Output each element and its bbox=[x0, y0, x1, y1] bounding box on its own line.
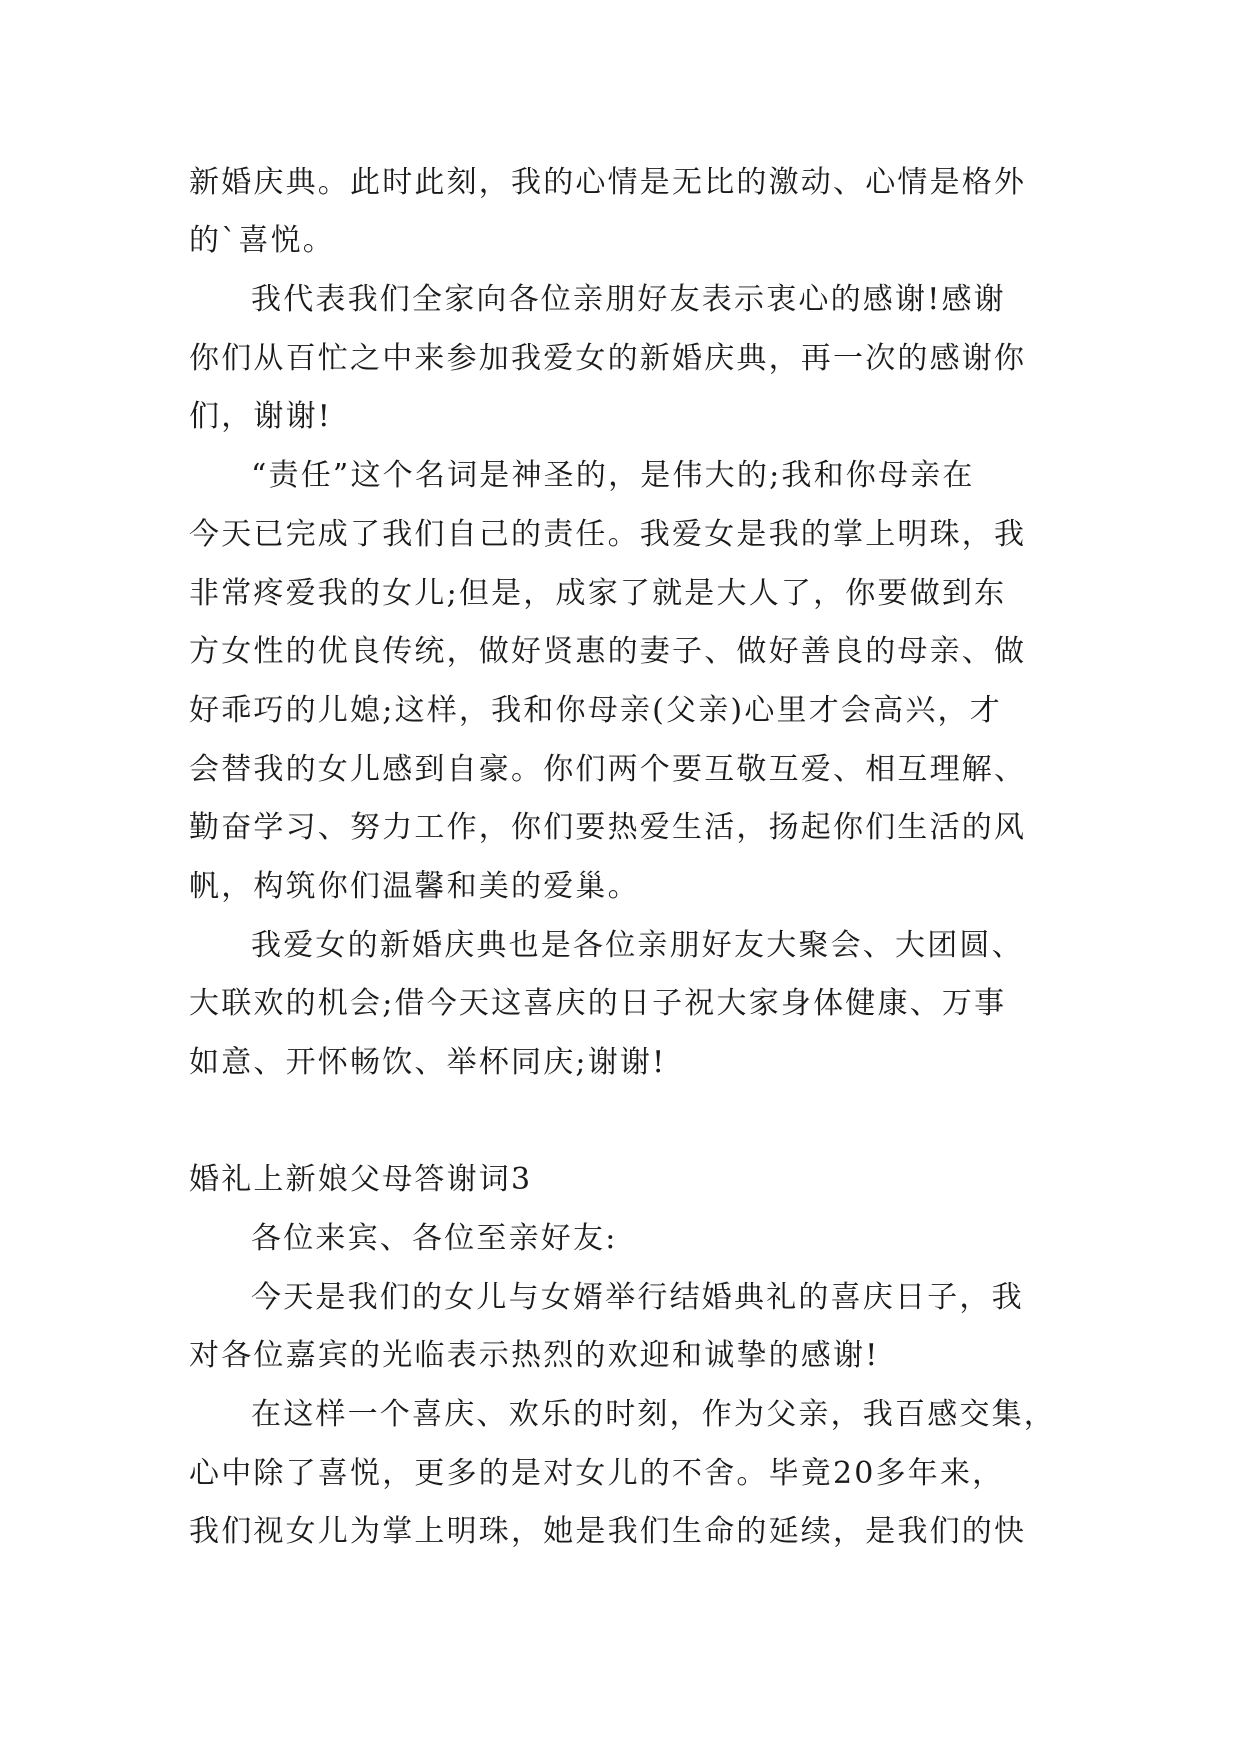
text-line: 对各位嘉宾的光临表示热烈的欢迎和诚挚的感谢! bbox=[189, 1338, 880, 1373]
text-line: 如意、开怀畅饮、举杯同庆;谢谢! bbox=[189, 1045, 667, 1080]
text-line: 新婚庆典。此时此刻，我的心情是无比的激动、心情是格外 bbox=[189, 165, 1027, 200]
text-line: 会替我的女儿感到自豪。你们两个要互敬互爱、相互理解、 bbox=[189, 752, 1027, 787]
text-line: 大联欢的机会;借今天这喜庆的日子祝大家身体健康、万事 bbox=[189, 986, 1007, 1021]
section-heading: 婚礼上新娘父母答谢词3 bbox=[189, 1162, 533, 1197]
paragraph-start: 今天是我们的女儿与女婿举行结婚典礼的喜庆日子，我 bbox=[251, 1280, 1024, 1315]
text-line: 们，谢谢! bbox=[189, 399, 333, 434]
salutation: 各位来宾、各位至亲好友: bbox=[251, 1221, 618, 1256]
text-line: 非常疼爱我的女儿;但是，成家了就是大人了，你要做到东 bbox=[189, 576, 1007, 611]
text-line: 好乖巧的儿媳;这样，我和你母亲(父亲)心里才会高兴，才 bbox=[189, 693, 1002, 728]
text-line: 你们从百忙之中来参加我爱女的新婚庆典，再一次的感谢你 bbox=[189, 341, 1027, 376]
text-line: 我们视女儿为掌上明珠，她是我们生命的延续，是我们的快 bbox=[189, 1514, 1027, 1549]
paragraph-start: “责任”这个名词是神圣的，是伟大的;我和你母亲在 bbox=[251, 458, 975, 493]
text-line: 帆，构筑你们温馨和美的爱巢。 bbox=[189, 869, 640, 904]
text-line: 心中除了喜悦，更多的是对女儿的不舍。毕竟20多年来， bbox=[189, 1456, 1005, 1491]
text-line: 方女性的优良传统，做好贤惠的妻子、做好善良的母亲、做 bbox=[189, 634, 1027, 669]
paragraph-start: 我爱女的新婚庆典也是各位亲朋好友大聚会、大团圆、 bbox=[251, 928, 1024, 963]
text-line: 今天已完成了我们自己的责任。我爱女是我的掌上明珠，我 bbox=[189, 517, 1027, 552]
text-line: 的`喜悦。 bbox=[189, 223, 335, 258]
paragraph-start: 我代表我们全家向各位亲朋好友表示衷心的感谢!感谢 bbox=[251, 282, 1006, 317]
paragraph-start: 在这样一个喜庆、欢乐的时刻，作为父亲，我百感交集， bbox=[251, 1397, 1056, 1432]
text-line: 勤奋学习、努力工作，你们要热爱生活，扬起你们生活的风 bbox=[189, 810, 1027, 845]
